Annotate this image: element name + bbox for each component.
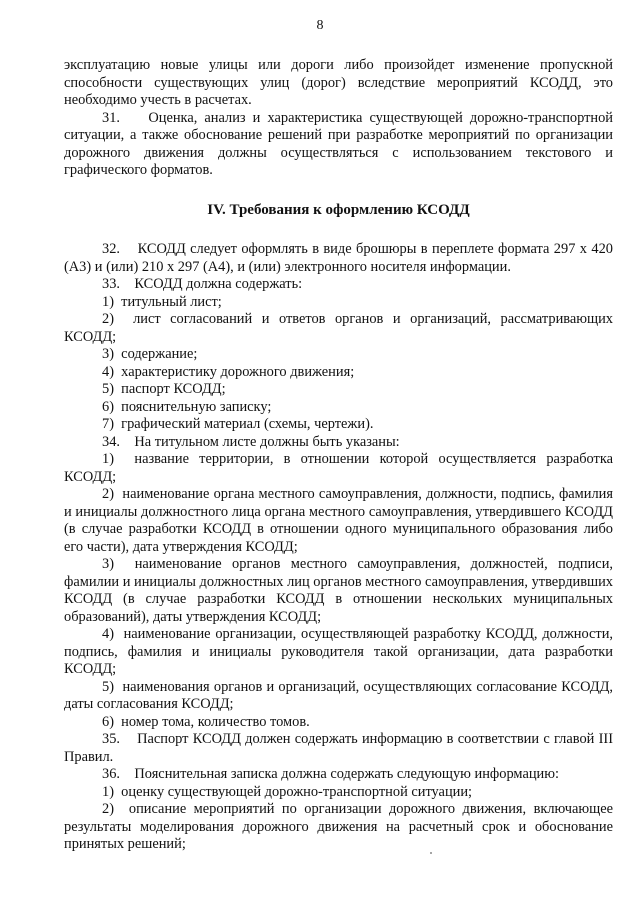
list-item: 4) наименование организации, осуществляющей разработку КСОДД, должности, подпись, фамилия и инициалы руководителя такой организации, дата разработки КСОДД;: [64, 626, 613, 677]
list-item: 6) пояснительную записку;: [102, 398, 272, 415]
paragraph: 33. КСОДД должна содержать:: [102, 276, 303, 292]
list-item: 1) название территории, в отношении которой осуществляется разработка КСОДД;: [64, 451, 613, 485]
list-item: 1) титульный лист;: [102, 293, 222, 310]
list-item: 5) паспорт КСОДД;: [102, 381, 226, 397]
list-item: 6) номер тома, количество томов.: [102, 713, 310, 730]
list-item: 3) наименование органов местного самоуправления, должностей, подписи, фамилии и инициалы должностных лиц органов местного самоуправления, утвердивших КСОДД (в случае разработки КСОДД в отношении нескольких муниципальных образований), даты утверждения КСОДД;: [64, 556, 613, 625]
paragraph: 35. Паспорт КСОДД должен содержать информацию в соответствии с главой III Правил.: [64, 731, 613, 765]
list-item: 3) содержание;: [102, 346, 198, 362]
list-item: 2) наименование органа местного самоуправления, должности, подпись, фамилия и инициалы должностного лица органа местного самоуправления, утвердившего КСОДД (в случае разработки КСОДД в отношении одного муниципального образования либо его части), дата утверждения КСОДД;: [64, 486, 613, 555]
list-item: 2) лист согласований и ответов органов и организаций, рассматривающих КСОДД;: [64, 311, 613, 345]
paragraph: 36. Пояснительная записка должна содержать следующую информацию:: [102, 766, 559, 782]
section-heading: IV. Требования к оформлению КСОДД: [207, 201, 470, 218]
paragraph: эксплуатацию новые улицы или дороги либо произойдет изменение пропускной способности существующих улиц (дорог) вследствие мероприятий КСОДД, это необходимо учесть в расчетах.: [64, 57, 613, 108]
scan-speck: [430, 852, 432, 854]
paragraph: 34. На титульном листе должны быть указаны:: [102, 433, 400, 450]
list-item: 5) наименования органов и организаций, осуществляющих согласование КСОДД, даты согласования КСОДД;: [64, 678, 613, 712]
list-item: 2) описание мероприятий по организации дорожного движения, включающее результаты моделирования дорожного движения на расчетный срок и обоснование принятых решений;: [64, 801, 613, 852]
document-body: [64, 57, 613, 854]
paragraph: 31. Оценка, анализ и характеристика существующей дорожно-транспортной ситуации, а также обоснование решений при разработке мероприятий по организации дорожного движения должны осуществляться с использованием текстового и графического форматов.: [64, 109, 613, 178]
list-item: 7) графический материал (схемы, чертежи).: [102, 416, 374, 432]
list-item: 1) оценку существующей дорожно-транспортной ситуации;: [102, 783, 473, 800]
page-number: 8: [316, 18, 324, 33]
list-item: 4) характеристику дорожного движения;: [102, 363, 355, 380]
paragraph: 32. КСОДД следует оформлять в виде брошюры в переплете формата 297 х 420 (А3) и (или) 210 х 297 (А4), и (или) электронного носителя информации.: [64, 241, 613, 275]
